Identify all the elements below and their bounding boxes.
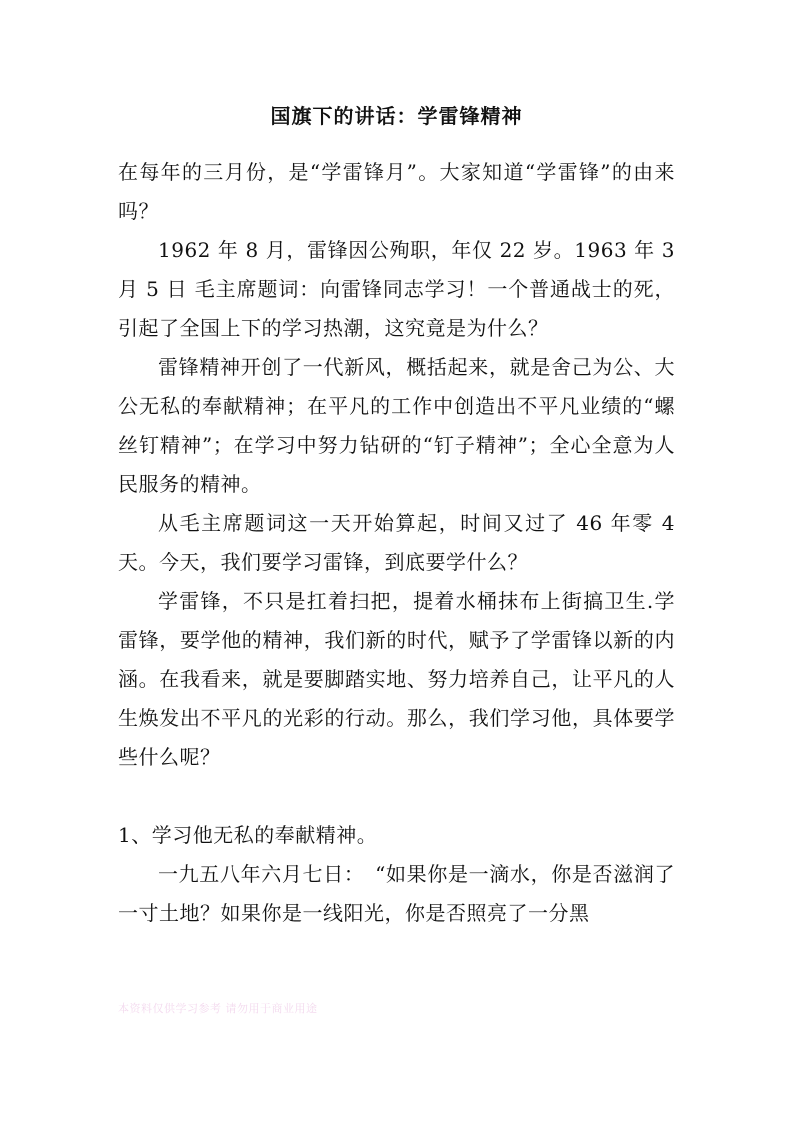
paragraph-quote: 一九五八年六月七日： “如果你是一滴水，你是否滋润了一寸土地？如果你是一线阳光，你是否照亮了一分黑 [118,862,675,925]
paragraph-spirit: 雷锋精神开创了一代新风，概括起来，就是舍己为公、大公无私的奉献精神；在平凡的工作中创造出不平凡业绩的“螺丝钉精神”；在学习中努力钻研的“钉子精神”；全心全意为人民服务的精神。 [118,355,675,496]
section-heading: 1、学习他无私的奉献精神。 [118,823,378,847]
paragraph-meaning: 学雷锋，不只是扛着扫把，提着水桶抹布上街搞卫生.学雷锋，要学他的精神，我们新的时代，赋予了学雷锋以新的内涵。在我看来，就是要脚踏实地、努力培养自己，让平凡的人生焕发出不平凡的光彩的行动。那么，我们学习他，具体要学些什么呢？ [118,589,675,769]
paragraph-timeline: 从毛主席题词这一天开始算起，时间又过了 46 年零 4 天。今天，我们要学习雷锋，到底要学什么？ [118,511,675,574]
paragraph-spacer [118,777,675,816]
watermark-text: 本资料仅供学习参考 请勿用于商业用途 [118,1002,318,1015]
document-title: 国旗下的讲话：学雷锋精神 [270,104,523,128]
paragraph-history: 1962 年 8 月，雷锋因公殉职，年仅 22 岁。1963 年 3 月 5 日 毛主席题词：向雷锋同志学习！一个普通战士的死，引起了全国上下的学习热潮，这究竟是为什么？ [118,238,675,340]
document-body [118,153,675,933]
paragraph-intro: 在每年的三月份，是“学雷锋月”。大家知道“学雷锋”的由来吗？ [118,160,675,223]
